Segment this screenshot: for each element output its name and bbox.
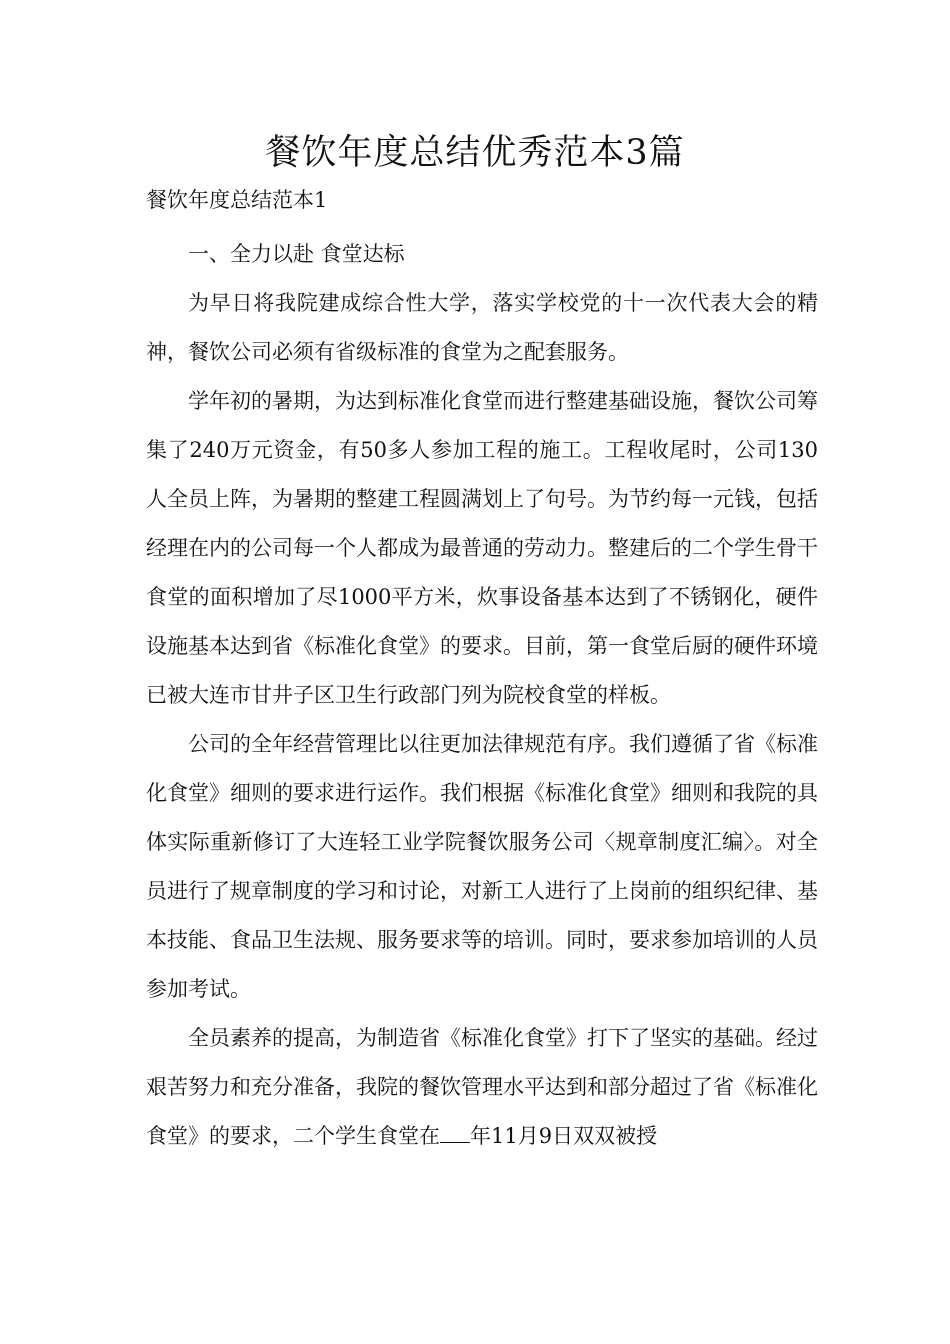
- document-body: [146, 230, 818, 1161]
- section-heading: 一、全力以赴 食堂达标: [188, 242, 405, 266]
- fill-in-blank: [440, 1122, 470, 1143]
- body-paragraph-last: [146, 1014, 818, 1161]
- body-paragraph: 为早日将我院建成综合性大学，落实学校党的十一次代表大会的精神，餐饮公司必须有省级标准的食堂为之配套服务。: [146, 291, 818, 364]
- body-paragraph: 公司的全年经营管理比以往更加法律规范有序。我们遵循了省《标准化食堂》细则的要求进行运作。我们根据《标准化食堂》细则和我院的具体实际重新修订了大连轻工业学院餐饮服务公司〈规章制度汇编〉。对全员进行了规章制度的学习和讨论，对新工人进行了上岗前的组织纪律、基本技能、食品卫生法规、服务要求等的培训。同时，要求参加培训的人员参加考试。: [146, 732, 818, 1001]
- paragraph-text-before-blank: 全员素养的提高，为制造省《标准化食堂》打下了坚实的基础。经过艰苦努力和充分准备，我院的餐饮管理水平达到和部分超过了省《标准化食堂》的要求，二个学生食堂在: [146, 1026, 818, 1148]
- document-title: 餐饮年度总结优秀范本3篇: [265, 133, 685, 173]
- body-paragraph: 学年初的暑期，为达到标准化食堂而进行整建基础设施，餐饮公司筹集了240万元资金，有50多人参加工程的施工。工程收尾时，公司130人全员上阵，为暑期的整建工程圆满划上了句号。为节约每一元钱，包括经理在内的公司每一个人都成为最普通的劳动力。整建后的二个学生骨干食堂的面积增加了尽1000平方米，炊事设备基本达到了不锈钢化，硬件设施基本达到省《标准化食堂》的要求。目前，第一食堂后厨的硬件环境已被大连市甘井子区卫生行政部门列为院校食堂的样板。: [146, 389, 818, 707]
- section-subtitle: 餐饮年度总结范本1: [146, 188, 328, 212]
- paragraph-text-after-blank: 年11月9日双双被授: [470, 1124, 658, 1148]
